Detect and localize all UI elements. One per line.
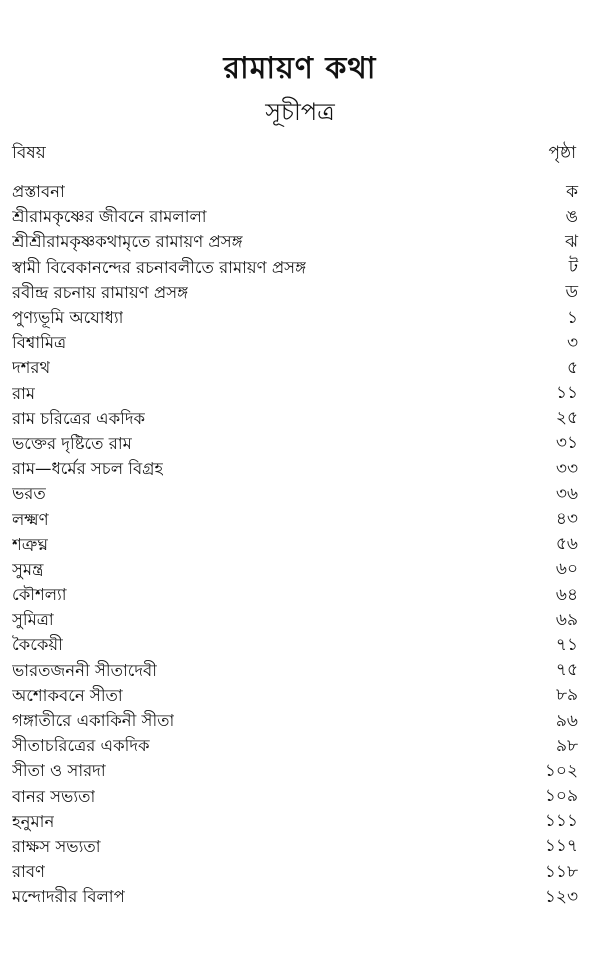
toc-entry [12, 281, 578, 306]
column-header-subject: বিষয় [12, 143, 46, 163]
toc-entry-title: সীতা ও সারদা [12, 761, 106, 781]
toc-entry-page: ৮৯ [555, 685, 578, 706]
toc-entry-page: ঙ [565, 206, 578, 227]
toc-entry-title: রবীন্দ্র রচনায় রামায়ণ প্রসঙ্গ [12, 282, 189, 302]
toc-entry-page: ঝ [565, 231, 578, 252]
toc-entry-title: সীতাচরিত্রের একদিক [12, 736, 150, 756]
toc-entry-title: পুণ্যভূমি অযোধ্যা [12, 308, 124, 328]
toc-entry [12, 306, 578, 331]
toc-entry [12, 785, 578, 810]
toc-entry [12, 583, 578, 608]
toc-entry [12, 860, 578, 885]
book-title: রামায়ণ কথা [223, 51, 377, 86]
toc-entry-title: রাম চরিত্রের একদিক [12, 408, 146, 428]
toc-entry [12, 810, 578, 835]
toc-entry-title: মন্দোদরীর বিলাপ [12, 887, 125, 907]
toc-entry-title: রাম [12, 383, 36, 403]
toc-entry-title: শত্রুঘ্ন [12, 534, 49, 554]
toc-entry-title: প্রস্তাবনা [12, 182, 65, 202]
toc-entry-page: ১১৭ [544, 836, 578, 857]
toc-entry-title: সুমিত্রা [12, 610, 54, 630]
toc-entry-page: ৭৫ [555, 660, 578, 681]
toc-entry-title: রাম—ধর্মের সচল বিগ্রহ [12, 459, 164, 479]
toc-entry-title: অশোকবনে সীতা [12, 685, 123, 705]
toc-entry-title: ভক্তের দৃষ্টিতে রাম [12, 433, 132, 453]
toc-entry [12, 457, 578, 482]
toc-entry-title: স্বামী বিবেকানন্দের রচনাবলীতে রামায়ণ প্রসঙ্গ [12, 257, 307, 277]
toc-entry [12, 608, 578, 633]
toc-entry-title: কৈকেয়ী [12, 635, 63, 655]
toc-entry-title: শ্রীশ্রীরামকৃষ্ণকথামৃতে রামায়ণ প্রসঙ্গ [12, 232, 243, 252]
toc-entry-page: ৫৬ [555, 534, 578, 555]
toc-entry [12, 835, 578, 860]
column-header-page: পৃষ্ঠা [548, 143, 576, 163]
toc-entry-page: ৬০ [555, 559, 578, 580]
toc-entry-title: রাক্ষস সভ্যতা [12, 836, 101, 856]
toc-entry [12, 256, 578, 281]
toc-entry [12, 205, 578, 230]
toc-entry-page: ১ [566, 307, 578, 328]
toc-entry [12, 507, 578, 532]
toc-entry [12, 356, 578, 381]
toc-entry-title: বানর সভ্যতা [12, 786, 96, 806]
toc-entry-title: দশরথ [12, 358, 51, 378]
toc-entry-page: ক [566, 181, 578, 202]
toc-entry-title: রাবণ [12, 862, 46, 882]
toc-entry-page: ৩৩ [555, 458, 578, 479]
toc-entry-title: ভারতজননী সীতাদেবী [12, 660, 157, 680]
toc-entry-page: ৬৯ [555, 609, 578, 630]
toc-entry-page: ৩ [566, 332, 578, 353]
toc-entry-page: ৯৮ [555, 735, 578, 756]
toc-entry [12, 230, 578, 255]
toc-entry-page: ৩১ [555, 433, 578, 454]
toc-heading: সূচীপত্র [265, 98, 335, 126]
toc-entry [12, 432, 578, 457]
toc-entry-page: ড [565, 282, 578, 303]
toc-entry-page: ৬৪ [555, 584, 578, 605]
toc-entry-page: ২৫ [555, 408, 578, 429]
toc-entry [12, 331, 578, 356]
toc-entry-title: গঙ্গাতীরে একাকিনী সীতা [12, 711, 175, 731]
toc-entry [12, 382, 578, 407]
toc-entry-title: ভরত [12, 484, 46, 504]
toc-entry [12, 633, 578, 658]
toc-entry [12, 407, 578, 432]
toc-entry-page: ১২৩ [544, 886, 578, 907]
toc-entry [12, 759, 578, 784]
toc-entry-title: বিশ্বামিত্র [12, 333, 67, 353]
toc-entry-title: হনুমান [12, 811, 55, 831]
toc-entry-title: লক্ষ্মণ [12, 509, 49, 529]
toc-list [12, 180, 578, 910]
toc-entry-page: ৪৩ [555, 509, 578, 530]
toc-entry-page: ১০২ [544, 760, 578, 781]
toc-entry-page: ট [568, 257, 578, 278]
toc-entry [12, 709, 578, 734]
toc-entry [12, 180, 578, 205]
toc-entry-page: ৯৬ [555, 710, 578, 731]
toc-entry-title: সুমন্ত্র [12, 559, 44, 579]
toc-entry-title: শ্রীরামকৃষ্ণের জীবনে রামলালা [12, 207, 207, 227]
toc-entry [12, 659, 578, 684]
toc-entry-page: ৫ [566, 357, 578, 378]
toc-entry [12, 558, 578, 583]
toc-entry-page: ৭১ [555, 634, 578, 655]
toc-entry-title: কৌশল্যা [12, 585, 67, 605]
toc-entry-page: ১১ [555, 383, 578, 404]
toc-entry [12, 885, 578, 910]
toc-entry-page: ৩৬ [555, 483, 578, 504]
toc-entry [12, 533, 578, 558]
toc-entry-page: ১১১ [544, 811, 578, 832]
toc-entry-page: ১১৮ [544, 861, 578, 882]
toc-entry [12, 684, 578, 709]
toc-entry [12, 734, 578, 759]
toc-entry [12, 482, 578, 507]
toc-entry-page: ১০৯ [544, 786, 578, 807]
